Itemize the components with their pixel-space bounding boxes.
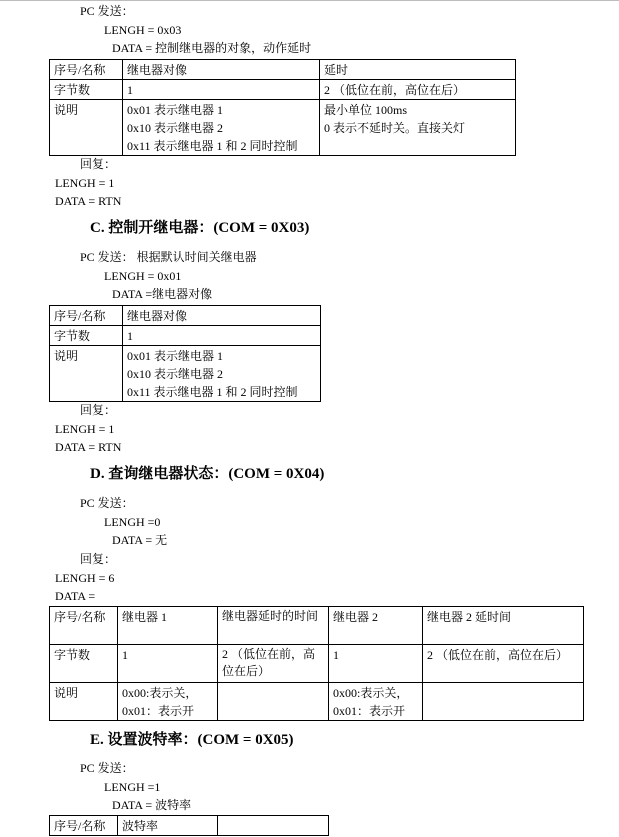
reply-lengh: LENGH = 6 — [55, 571, 115, 585]
pc-send-label: PC 发送： 根据默认时间关继电器 — [80, 250, 257, 264]
table-cell: 说明 — [50, 100, 123, 156]
table-cell: 1 — [123, 326, 321, 346]
table-header-cell: 延时 — [320, 60, 516, 80]
pc-send-label: PC 发送： — [80, 4, 134, 18]
desc-line: 0x01 表示继电器 1 — [127, 349, 224, 363]
desc-line: 0 表示不延时关。直接关灯 — [324, 121, 466, 135]
table-cell — [118, 683, 218, 721]
table-row — [50, 816, 329, 836]
reply-lengh: LENGH = 1 — [55, 176, 115, 190]
table-header-cell: 序号/名称 — [50, 607, 118, 645]
table-cell: 字节数 — [50, 645, 118, 683]
section-c-heading: C. 控制开继电器：(COM = 0X03) — [90, 220, 310, 236]
table-cell — [423, 683, 584, 721]
page-top-rule — [0, 0, 619, 3]
desc-line: 0x01 表示继电器 1 — [127, 103, 224, 117]
reply-lengh: LENGH = 1 — [55, 422, 115, 436]
table-cell — [329, 683, 423, 721]
table-row — [50, 326, 321, 346]
relay-delay-table — [49, 59, 516, 156]
section-e-heading: E. 设置波特率：(COM = 0X05) — [90, 732, 294, 748]
table-header-cell: 波特率 — [118, 816, 218, 836]
baud-rate-table — [49, 815, 329, 836]
table-header-cell: 序号/名称 — [50, 306, 123, 326]
table-cell: 2 （低位在前，高位在后） — [423, 645, 584, 683]
relay-open-table — [49, 305, 321, 402]
reply-data: DATA = RTN — [55, 440, 122, 454]
lengh-value: LENGH =0 — [104, 515, 161, 529]
table-header-cell: 继电器延时的时间 — [218, 607, 329, 645]
table-cell: 说明 — [50, 346, 123, 402]
desc-line: 0x01：表示开 — [333, 704, 406, 718]
table-cell: 1 — [123, 80, 320, 100]
table-row — [50, 607, 584, 645]
reply-data: DATA = — [55, 589, 96, 603]
section-d-heading: D. 查询继电器状态：(COM = 0X04) — [90, 466, 325, 482]
table-cell: 2 （低位在前，高位在后） — [320, 80, 516, 100]
lengh-value: LENGH = 0x01 — [104, 269, 182, 283]
table-cell — [218, 683, 329, 721]
table-cell: 1 — [329, 645, 423, 683]
desc-line: 0x11 表示继电器 1 和 2 同时控制 — [127, 385, 298, 399]
table-header-cell: 序号/名称 — [50, 60, 123, 80]
table-row — [50, 80, 516, 100]
table-row — [50, 645, 584, 683]
table-header-cell: 序号/名称 — [50, 816, 118, 836]
table-header-cell: 继电器 2 — [329, 607, 423, 645]
table-cell — [123, 100, 320, 156]
reply-label: 回复： — [80, 157, 117, 171]
lengh-value: LENGH =1 — [104, 780, 161, 794]
lengh-value: LENGH = 0x03 — [104, 23, 182, 37]
table-header-cell — [218, 816, 329, 836]
table-row — [50, 100, 516, 156]
table-cell — [123, 346, 321, 402]
desc-line: 0x00:表示关， — [333, 686, 409, 700]
data-value: DATA = 波特率 — [112, 798, 192, 812]
desc-line: 0x11 表示继电器 1 和 2 同时控制 — [127, 139, 298, 153]
pc-send-label: PC 发送： — [80, 761, 134, 775]
reply-data: DATA = RTN — [55, 194, 122, 208]
table-row — [50, 683, 584, 721]
desc-line: 最小单位 100ms — [324, 103, 408, 117]
table-row — [50, 60, 516, 80]
table-header-cell: 继电器 2 延时间 — [423, 607, 584, 645]
data-value: DATA = 控制继电器的对象，动作延时 — [112, 41, 312, 55]
pc-send-label: PC 发送： — [80, 496, 134, 510]
table-row — [50, 346, 321, 402]
table-header-cell: 继电器对像 — [123, 60, 320, 80]
table-row — [50, 306, 321, 326]
table-cell: 2 （低位在前，高位在后） — [218, 645, 329, 683]
table-cell: 说明 — [50, 683, 118, 721]
table-cell: 1 — [118, 645, 218, 683]
table-cell: 字节数 — [50, 326, 123, 346]
desc-line: 0x00:表示关， — [122, 686, 198, 700]
table-cell — [320, 100, 516, 156]
relay-status-table — [49, 606, 584, 721]
desc-line: 0x01：表示开 — [122, 704, 195, 718]
desc-line: 0x10 表示继电器 2 — [127, 367, 224, 381]
reply-label: 回复： — [80, 403, 117, 417]
table-header-cell: 继电器 1 — [118, 607, 218, 645]
table-cell: 字节数 — [50, 80, 123, 100]
data-value: DATA = 无 — [112, 533, 168, 547]
reply-label: 回复： — [80, 552, 117, 566]
desc-line: 0x10 表示继电器 2 — [127, 121, 224, 135]
table-header-cell: 继电器对像 — [123, 306, 321, 326]
data-value: DATA =继电器对像 — [112, 287, 213, 301]
